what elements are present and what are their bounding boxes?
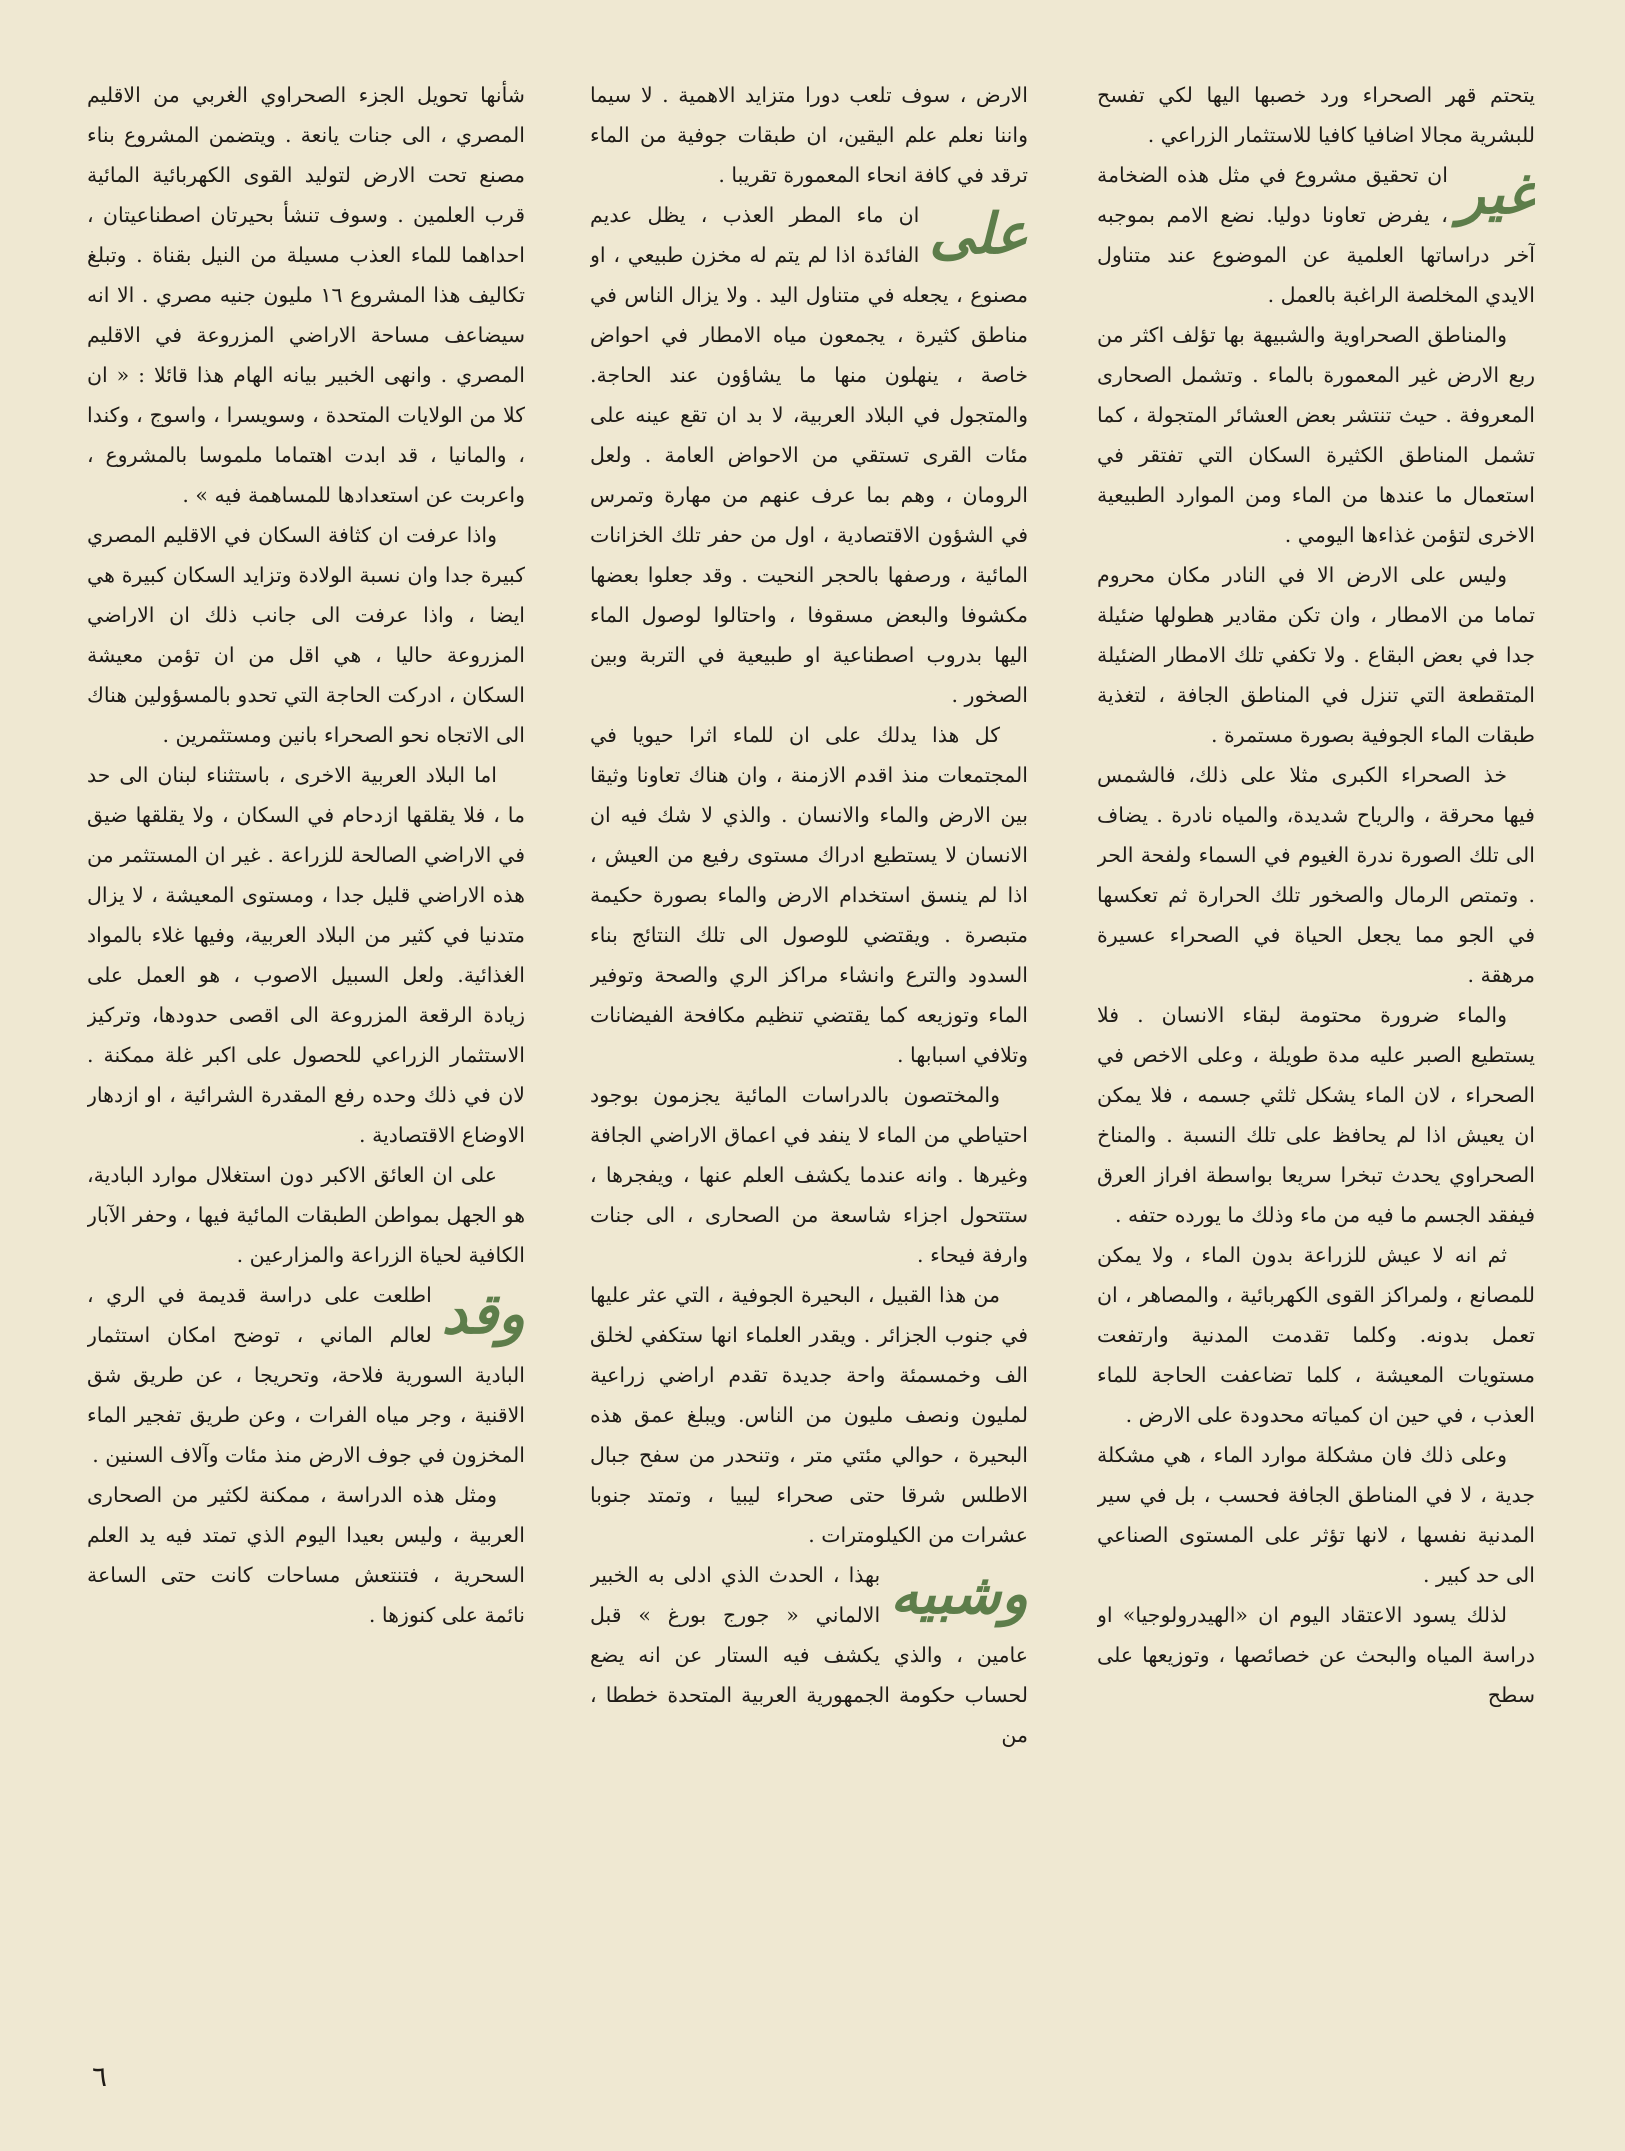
paragraph-text: الارض ، سوف تلعب دورا متزايد الاهمية . لا سيما واننا نعلم علم اليقين، ان طبقات جوفية من الماء ترقد في كافة انحاء المعمورة تقريبا . xyxy=(590,83,1028,187)
paragraph-text: بهذا ، الحدث الذي ادلى به الخبير الالماني « جورج بورغ » قبل عامين ، والذي يكشف فيه الستار عن انه يضع لحساب حكومة الجمهورية العربية المتحدة خططا ، من xyxy=(590,1563,1028,1747)
article-column-left xyxy=(87,75,525,2040)
drop-cap-word: وقد xyxy=(441,1281,525,1347)
drop-cap-word: وشبيه xyxy=(890,1561,1028,1627)
paragraph-text: والماء ضرورة محتومة لبقاء الانسان . فلا يستطيع الصبر عليه مدة طويلة ، وعلى الاخص في الصحراء ، لان الماء يشكل ثلثي جسمه ، فلا يمكن ان يعيش اذا لم يحافظ على تلك النسبة . والمناخ الصحراوي يحدث تبخرا سريعا بواسطة افراز العرق فيفقد الجسم ما فيه من ماء وذلك ما يورده حتفه . xyxy=(1097,1003,1535,1227)
article-paragraph xyxy=(590,715,1028,1075)
drop-cap-word: على xyxy=(929,201,1028,267)
paragraph-text: على ان العائق الاكبر دون استغلال موارد البادية، هو الجهل بمواطن الطبقات المائية فيها ، وحفر الآبار الكافية لحياة الزراعة والمزارعين . xyxy=(87,1163,525,1267)
article-column-right xyxy=(1097,75,1535,2040)
article-paragraph xyxy=(87,755,525,1155)
article-paragraph xyxy=(87,1275,525,1475)
drop-cap-word: غير xyxy=(1457,161,1535,227)
paragraph-text: شأنها تحويل الجزء الصحراوي الغربي من الاقليم المصري ، الى جنات يانعة . ويتضمن المشروع بناء مصنع تحت الارض لتوليد القوى الكهربائية المائية قرب العلمين . وسوف تنشأ بحيرتان اصطناعيتان ، احداهما للماء العذب مسيلة من النيل بقناة . وتبلغ تكاليف هذا المشروع ١٦ مليون جنيه مصري . الا انه سيضاعف مساحة الاراضي المزروعة في الاقليم المصري . وانهى الخبير بيانه الهام هذا قائلا : « ان كلا من الولايات المتحدة ، وسويسرا ، واسوج ، وكندا ، والمانيا ، قد ابدت اهتماما ملموسا بالمشروع ، واعربت عن استعدادها للمساهمة فيه » . xyxy=(87,83,525,507)
paragraph-text: من هذا القبيل ، البحيرة الجوفية ، التي عثر عليها في جنوب الجزائر . ويقدر العلماء انها ستكفي لخلق الف وخمسمئة واحة جديدة تقدم اراضي زراعية لمليون ونصف مليون من الناس. ويبلغ عمق هذه البحيرة ، حوالي مئتي متر ، وتنحدر من سفح جبال الاطلس شرقا حتى صحراء ليبيا ، وتمتد جنوبا عشرات من الكيلومترات . xyxy=(590,1283,1028,1547)
paragraph-text: ومثل هذه الدراسة ، ممكنة لكثير من الصحارى العربية ، وليس بعيدا اليوم الذي تمتد فيه يد العلم السحرية ، فتنتعش مساحات كانت حتى الساعة نائمة على كنوزها . xyxy=(87,1483,525,1627)
article-paragraph xyxy=(87,1155,525,1275)
paragraph-text: ان تحقيق مشروع في مثل هذه الضخامة ، يفرض تعاونا دوليا. نضع الامم بموجبه آخر دراساتها العلمية عن الموضوع عند متناول الايدي المخلصة الراغبة بالعمل . xyxy=(1097,163,1535,307)
paragraph-text: والمختصون بالدراسات المائية يجزمون بوجود احتياطي من الماء لا ينفد في اعماق الاراضي الجافة وغيرها . وانه عندما يكشف العلم عنها ، ويفجرها ، ستتحول اجزاء شاسعة من الصحارى ، الى جنات وارفة فيحاء . xyxy=(590,1083,1028,1267)
paragraph-text: كل هذا يدلك على ان للماء اثرا حيويا في المجتمعات منذ اقدم الازمنة ، وان هناك تعاونا وثيقا بين الارض والماء والانسان . والذي لا شك فيه ان الانسان لا يستطيع ادراك مستوى رفيع من العيش ، اذا لم ينسق استخدام الارض والماء بصورة حكيمة متبصرة . ويقتضي للوصول الى تلك النتائج بناء السدود والترع وانشاء مراكز الري والصحة وتوفير الماء وتوزيعه كما يقتضي تنظيم مكافحة الفيضانات وتلافي اسبابها . xyxy=(590,723,1028,1067)
article-paragraph xyxy=(1097,315,1535,555)
article-paragraph xyxy=(1097,155,1535,315)
article-paragraph xyxy=(1097,555,1535,755)
article-paragraph xyxy=(590,1075,1028,1275)
article-paragraph xyxy=(1097,1595,1535,1715)
paragraph-text: يتحتم قهر الصحراء ورد خصبها اليها لكي تفسح للبشرية مجالا اضافيا كافيا للاستثمار الزراعي . xyxy=(1097,83,1535,147)
article-paragraph xyxy=(590,1275,1028,1555)
paragraph-text: لذلك يسود الاعتقاد اليوم ان «الهيدرولوجيا» او دراسة المياه والبحث عن خصائصها ، وتوزيعها على سطح xyxy=(1097,1603,1535,1707)
article-paragraph xyxy=(1097,1435,1535,1595)
article-paragraph xyxy=(87,75,525,515)
article-paragraph xyxy=(1097,1235,1535,1435)
paragraph-text: اما البلاد العربية الاخرى ، باستثناء لبنان الى حد ما ، فلا يقلقها ازدحام في السكان ، ولا يقلقها ضيق في الاراضي الصالحة للزراعة . غير ان المستثمر من هذه الاراضي قليل جدا ، ومستوى المعيشة ، لا يزال متدنيا في كثير من البلاد العربية، وفيها غلاء بالمواد الغذائية. ولعل السبيل الاصوب ، هو العمل على زيادة الرقعة المزروعة الى اقصى حدودها، وتركيز الاستثمار الزراعي للحصول على اكبر غلة ممكنة . لان في ذلك وحده رفع المقدرة الشرائية ، او ازدهار الاوضاع الاقتصادية . xyxy=(87,763,525,1147)
paragraph-text: ثم انه لا عيش للزراعة بدون الماء ، ولا يمكن للمصانع ، ولمراكز القوى الكهربائية ، والمصاهر ، ان تعمل بدونه. وكلما تقدمت المدنية وارتفعت مستويات المعيشة ، كلما تضاعفت الحاجة للماء العذب ، في حين ان كمياته محدودة على الارض . xyxy=(1097,1243,1535,1427)
article-paragraph xyxy=(590,1555,1028,1755)
paragraph-text: واذا عرفت ان كثافة السكان في الاقليم المصري كبيرة جدا وان نسبة الولادة وتزايد السكان كبيرة هي ايضا ، واذا عرفت الى جانب ذلك ان الاراضي المزروعة حاليا ، هي اقل من ان تؤمن معيشة السكان ، ادركت الحاجة التي تحدو بالمسؤولين هناك الى الاتجاه نحو الصحراء بانين ومستثمرين . xyxy=(87,523,525,747)
paragraph-text: وليس على الارض الا في النادر مكان محروم تماما من الامطار ، وان تكن مقادير هطولها ضئيلة جدا في بعض البقاع . ولا تكفي تلك الامطار الضئيلة المتقطعة التي تنزل في المناطق الجافة ، لتغذية طبقات الماء الجوفية بصورة مستمرة . xyxy=(1097,563,1535,747)
article-paragraph xyxy=(1097,995,1535,1235)
article-paragraph xyxy=(590,75,1028,195)
article-paragraph xyxy=(87,1475,525,1635)
paragraph-text: والمناطق الصحراوية والشبيهة بها تؤلف اكثر من ربع الارض غير المعمورة بالماء . وتشمل الصحارى المعروفة . حيث تنتشر بعض العشائر المتجولة ، كما تشمل المناطق الكثيرة السكان التي تفتقر في استعمال ما عندها من الماء ومن الموارد الطبيعية الاخرى لتؤمن غذاءها اليومي . xyxy=(1097,323,1535,547)
article-paragraph xyxy=(590,195,1028,715)
page-number: ٦ xyxy=(92,2060,108,2093)
article-paragraph xyxy=(1097,755,1535,995)
paragraph-text: ان ماء المطر العذب ، يظل عديم الفائدة اذا لم يتم له مخزن طبيعي ، او مصنوع ، يجعله في متناول اليد . ولا يزال الناس في مناطق كثيرة ، يجمعون مياه الامطار في احواض خاصة ، ينهلون منها ما يشاؤون عند الحاجة. والمتجول في البلاد العربية، لا بد ان تقع عينه على مئات القرى تستقي من الاحواض العامة . ولعل الرومان ، وهم بما عرف عنهم من مهارة وتمرس في الشؤون الاقتصادية ، اول من حفر تلك الخزانات المائية ، ورصفها بالحجر النحيت . وقد جعلوا بعضها مكشوفا والبعض مسقوفا ، واحتالوا لوصول الماء اليها بدروب اصطناعية او طبيعية في التربة وبين الصخور . xyxy=(590,203,1028,707)
article-paragraph xyxy=(87,515,525,755)
paragraph-text: خذ الصحراء الكبرى مثلا على ذلك، فالشمس فيها محرقة ، والرياح شديدة، والمياه نادرة . يضاف الى تلك الصورة ندرة الغيوم في السماء ولفحة الحر . وتمتص الرمال والصخور تلك الحرارة ثم تعكسها في الجو مما يجعل الحياة في الصحراء عسيرة مرهقة . xyxy=(1097,763,1535,987)
paragraph-text: وعلى ذلك فان مشكلة موارد الماء ، هي مشكلة جدية ، لا في المناطق الجافة فحسب ، بل في سير المدنية نفسها ، لانها تؤثر على المستوى الصناعي الى حد كبير . xyxy=(1097,1443,1535,1587)
paragraph-text: اطلعت على دراسة قديمة في الري ، لعالم الماني ، توضح امكان استثمار البادية السورية فلاحة، وتحريجا ، عن طريق شق الاقنية ، وجر مياه الفرات ، وعن طريق تفجير الماء المخزون في جوف الارض منذ مئات وآلاف السنين . xyxy=(87,1283,525,1467)
article-paragraph xyxy=(1097,75,1535,155)
article-column-middle xyxy=(590,75,1028,2040)
